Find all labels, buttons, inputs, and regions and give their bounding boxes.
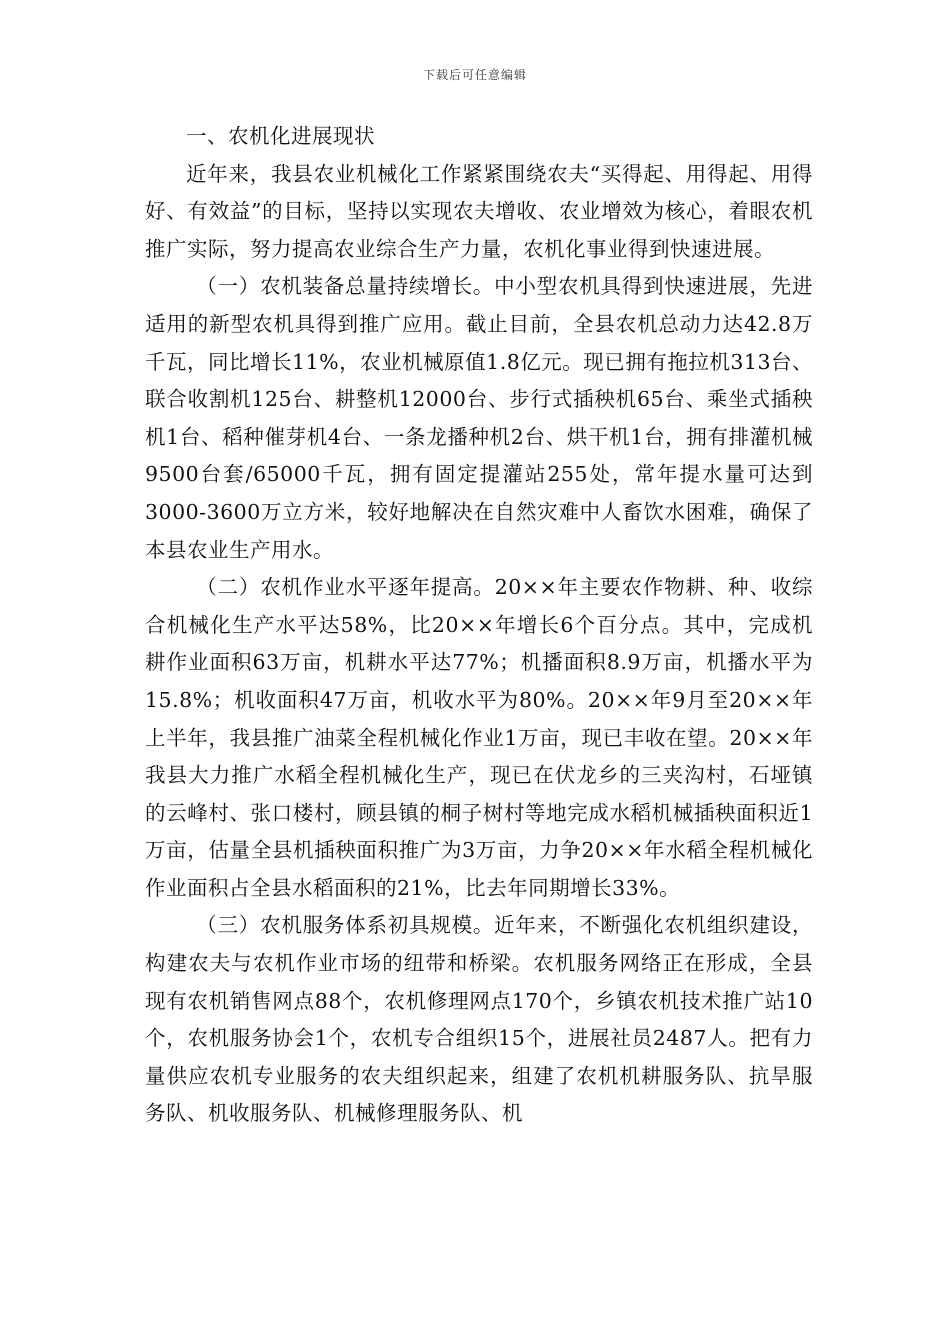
paragraph-operation-level: （二）农机作业水平逐年提高。20××年主要农作物耕、种、收综合机械化生产水平达58%，比20××年增长6个百分点。其中，完成机耕作业面积63万亩，机耕水平达77%；机播面积8.9万亩，机播水平为15.8%；机收面积47万亩，机收水平为80%。20××年9月至20××年上半年，我县推广油菜全程机械化作业1万亩，现已丰收在望。20××年我县大力推广水稻全程机械化生产，现已在伏龙乡的三夹沟村，石垭镇的云峰村、张口楼村，顾县镇的桐子树村等地完成水稻机械插秧面积近1万亩，估量全县机插秧面积推广为3万亩，力争20××年水稻全程机械化作业面积占全县水稻面积的21%，比去年同期增长33%。 bbox=[145, 575, 813, 900]
paragraph-service-system: （三）农机服务体系初具规模。近年来，不断强化农机组织建设，构建农夫与农机作业市场的纽带和桥梁。农机服务网络正在形成，全县现有农机销售网点88个，农机修理网点170个，乡镇农机技术推广站10个，农机服务协会1个，农机专合组织15个，进展社员2487人。把有力量供应农机专业服务的农夫组织起来，组建了农机机耕服务队、抗旱服务队、机收服务队、机械修理服务队、机 bbox=[145, 913, 813, 1126]
paragraph-equipment: （一）农机装备总量持续增长。中小型农机具得到快速进展，先进适用的新型农机具得到推广应用。截止目前，全县农机总动力达42.8万千瓦，同比增长11%，农业机械原值1.8亿元。现已拥有拖拉机313台、联合收割机125台、耕整机12000台、步行式插秧机65台、乘坐式插秧机1台、稻种催芽机4台、一条龙播种机2台、烘干机1台，拥有排灌机械9500台套/65000千瓦，拥有固定提灌站255处，常年提水量可达到3000-3600万立方米，较好地解决在自然灾难中人畜饮水困难，确保了本县农业生产用水。 bbox=[145, 274, 813, 562]
document-body bbox=[145, 118, 813, 1133]
paragraph-intro: 近年来，我县农业机械化工作紧紧围绕农夫“买得起、用得起、用得好、有效益”的目标，坚持以实现农夫增收、农业增效为核心，着眼农机推广实际，努力提高农业综合生产力量，农机化事业得到快速进展。 bbox=[145, 161, 813, 261]
header-note: 下载后可任意编辑 bbox=[422, 68, 527, 82]
section-heading: 一、农机化进展现状 bbox=[186, 124, 375, 148]
